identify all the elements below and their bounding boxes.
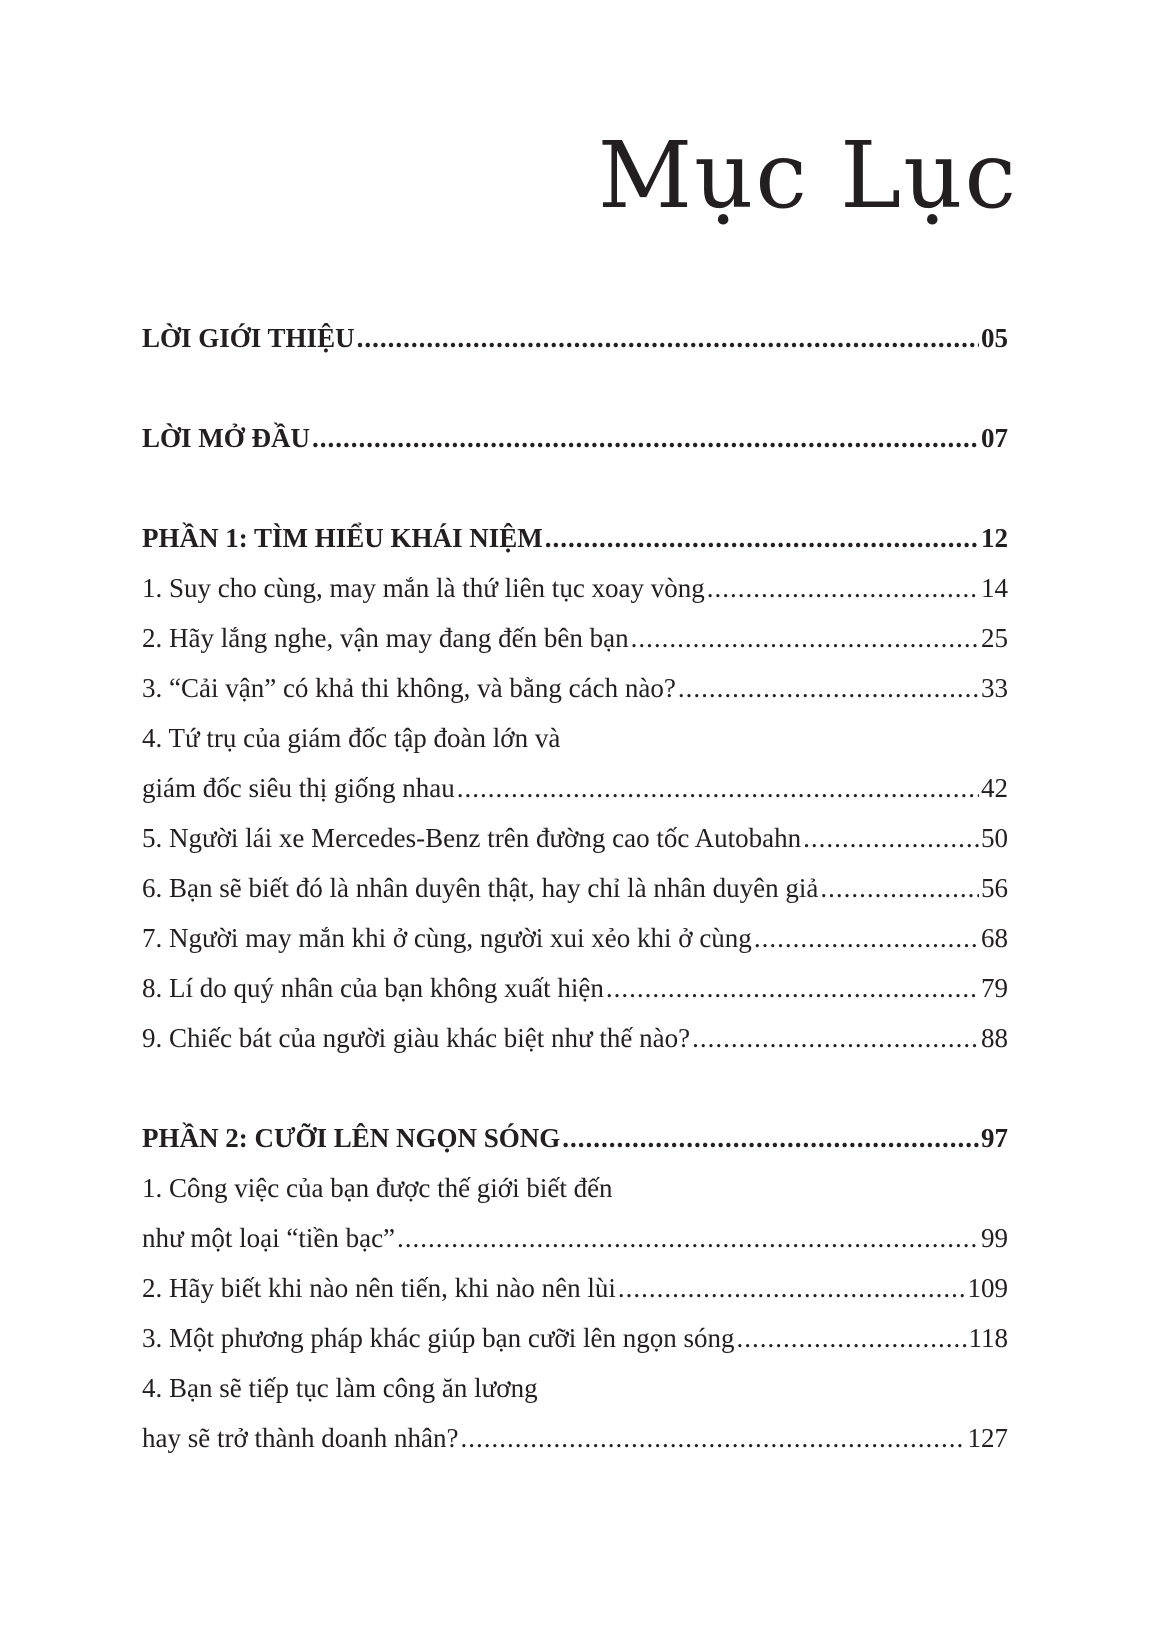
toc-entry-line-2[interactable] <box>142 1218 1008 1268</box>
dot-leader <box>618 1268 966 1308</box>
toc-page-number: 118 <box>968 1323 1008 1353</box>
toc-label: PHẦN 1: TÌM HIỂU KHÁI NIỆM <box>142 523 543 553</box>
toc-entry[interactable] <box>142 668 1008 718</box>
toc-label: 8. Lí do quý nhân của bạn không xuất hiện <box>142 973 604 1003</box>
dot-leader <box>357 318 979 358</box>
toc-page-number: 14 <box>981 573 1008 603</box>
spacer <box>142 468 1008 518</box>
toc-entry-line-1[interactable] <box>142 1368 1008 1418</box>
toc-entry[interactable] <box>142 868 1008 918</box>
page-title: Mục Lục <box>597 122 1018 229</box>
toc-page-number: 12 <box>981 523 1008 553</box>
dot-leader <box>606 968 979 1008</box>
dot-leader <box>707 568 979 608</box>
dot-leader <box>460 1418 965 1458</box>
toc-entry-line-1[interactable] <box>142 718 1008 768</box>
toc-label: 1. Suy cho cùng, may mắn là thứ liên tục xoay vòng <box>142 573 705 603</box>
toc-entry-part2[interactable] <box>142 1118 1008 1168</box>
toc-label: LỜI GIỚI THIỆU <box>142 323 355 353</box>
spacer <box>142 1068 1008 1118</box>
toc-entry[interactable] <box>142 568 1008 618</box>
toc-label: 2. Hãy lắng nghe, vận may đang đến bên bạn <box>142 623 629 653</box>
spacer <box>142 368 1008 418</box>
dot-leader <box>397 1218 979 1258</box>
toc-label: 1. Công việc của bạn được thế giới biết đến <box>142 1173 613 1203</box>
toc-entry[interactable] <box>142 918 1008 968</box>
dot-leader <box>737 1318 967 1358</box>
dot-leader <box>545 518 979 558</box>
toc-entry-part1[interactable] <box>142 518 1008 568</box>
toc-label: hay sẽ trở thành doanh nhân? <box>142 1423 459 1453</box>
dot-leader <box>562 1118 979 1158</box>
toc-page-number: 109 <box>967 1273 1008 1303</box>
toc-label: giám đốc siêu thị giống nhau <box>142 773 455 803</box>
dot-leader <box>631 618 979 658</box>
toc-label: 4. Tứ trụ của giám đốc tập đoàn lớn và <box>142 723 561 753</box>
toc-page-number: 05 <box>981 323 1008 353</box>
toc-entry-intro[interactable] <box>142 318 1008 368</box>
toc-entry-preface[interactable] <box>142 418 1008 468</box>
toc-entry[interactable] <box>142 1318 1008 1368</box>
toc-label: 9. Chiếc bát của người giàu khác biệt như thế nào? <box>142 1023 691 1053</box>
toc-label: LỜI MỞ ĐẦU <box>142 423 310 453</box>
toc-label: như một loại “tiền bạc” <box>142 1223 396 1253</box>
toc-page-number: 99 <box>981 1223 1008 1253</box>
toc-page-number: 56 <box>981 873 1008 903</box>
toc-page-number: 33 <box>981 673 1008 703</box>
toc-entry[interactable] <box>142 1268 1008 1318</box>
toc-page-number: 25 <box>981 623 1008 653</box>
toc-entry[interactable] <box>142 818 1008 868</box>
toc-page-number: 68 <box>981 923 1008 953</box>
toc-label: 2. Hãy biết khi nào nên tiến, khi nào nên lùi <box>142 1273 616 1303</box>
toc-entry-line-2[interactable] <box>142 768 1008 818</box>
dot-leader <box>678 668 979 708</box>
toc-page-number: 97 <box>981 1123 1008 1153</box>
toc-page-number: 79 <box>981 973 1008 1003</box>
dot-leader <box>457 768 979 808</box>
toc-label: 3. “Cải vận” có khả thi không, và bằng cách nào? <box>142 673 676 703</box>
dot-leader <box>754 918 979 958</box>
toc-entry[interactable] <box>142 1018 1008 1068</box>
dot-leader <box>312 418 979 458</box>
dot-leader <box>803 818 979 858</box>
toc-page-number: 42 <box>981 773 1008 803</box>
toc-page-number: 07 <box>981 423 1008 453</box>
toc-entry-line-2[interactable] <box>142 1418 1008 1468</box>
dot-leader <box>820 868 979 908</box>
toc-label: 5. Người lái xe Mercedes-Benz trên đường cao tốc Autobahn <box>142 823 802 853</box>
toc-page-number: 127 <box>967 1423 1008 1453</box>
toc-label: 4. Bạn sẽ tiếp tục làm công ăn lương <box>142 1373 538 1403</box>
table-of-contents <box>142 318 1008 1468</box>
dot-leader <box>692 1018 979 1058</box>
toc-entry[interactable] <box>142 968 1008 1018</box>
toc-label: 6. Bạn sẽ biết đó là nhân duyên thật, hay chỉ là nhân duyên giả <box>142 873 819 903</box>
toc-label: PHẦN 2: CƯỠI LÊN NGỌN SÓNG <box>142 1123 561 1153</box>
toc-page-number: 88 <box>981 1023 1008 1053</box>
toc-label: 3. Một phương pháp khác giúp bạn cưỡi lên ngọn sóng <box>142 1323 735 1353</box>
toc-entry[interactable] <box>142 618 1008 668</box>
toc-page-number: 50 <box>981 823 1008 853</box>
toc-label: 7. Người may mắn khi ở cùng, người xui xẻo khi ở cùng <box>142 923 752 953</box>
toc-entry-line-1[interactable] <box>142 1168 1008 1218</box>
